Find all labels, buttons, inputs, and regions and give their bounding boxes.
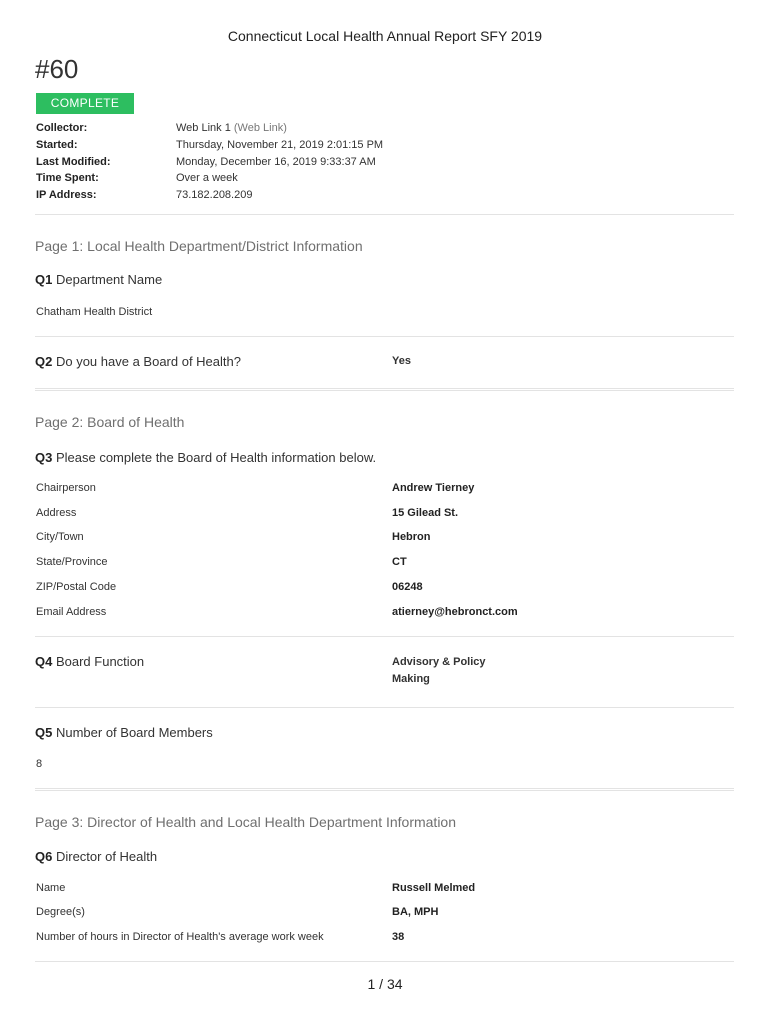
q2-question [35, 354, 241, 369]
q3-row-value: atierney@hebronct.com [392, 606, 518, 618]
document-title: Connecticut Local Health Annual Report SFY 2019 [227, 28, 543, 44]
q1-number: Q1 [35, 272, 53, 287]
q6-number: Q6 [35, 849, 53, 864]
ip-row [36, 187, 736, 204]
q3-row-label: State/Province [36, 556, 108, 568]
q3-row-label: Email Address [36, 606, 107, 618]
status-badge: COMPLETE [36, 93, 134, 114]
collector-label: Collector: [36, 122, 88, 134]
started-label: Started: [36, 138, 78, 151]
q3-number: Q3 [35, 450, 53, 465]
q3-row-label: Chairperson [36, 482, 96, 494]
q4-number: Q4 [35, 654, 53, 669]
q2-number: Q2 [35, 354, 53, 369]
response-metadata [36, 120, 736, 204]
q3-row-value: 15 Gilead St. [392, 507, 459, 519]
ip-value: 73.182.208.209 [176, 189, 253, 202]
q3-row-label: ZIP/Postal Code [36, 581, 117, 593]
divider [35, 707, 734, 708]
q6-row-label: Number of hours in Director of Health's average work week [36, 931, 324, 943]
q1-text: Department Name [55, 272, 163, 287]
q6-row-value: BA, MPH [392, 906, 439, 918]
collector-type: (Web Link) [233, 122, 287, 134]
q5-answer: 8 [36, 758, 43, 770]
q2-answer: Yes [392, 355, 411, 367]
ip-label: IP Address: [36, 189, 97, 202]
modified-value: Monday, December 16, 2019 9:33:37 AM [176, 155, 376, 168]
divider [35, 636, 734, 637]
q5-text: Number of Board Members [55, 725, 213, 740]
q3-row-value: CT [392, 556, 407, 568]
q3-row-label: Address [36, 507, 77, 519]
page-divider [35, 788, 734, 791]
q6-row-label: Degree(s) [36, 906, 85, 918]
q6-row-value: Russell Melmed [392, 882, 476, 894]
q1-question [35, 272, 162, 287]
modified-row [36, 154, 736, 171]
page2-heading: Page 2: Board of Health [35, 414, 185, 430]
collector-name: Web Link 1 [176, 122, 231, 134]
q3-question [35, 450, 376, 465]
page-divider [35, 388, 734, 391]
q4-question [35, 654, 144, 669]
q4-text: Board Function [55, 654, 145, 669]
q2-text: Do you have a Board of Health? [55, 354, 241, 369]
collector-value [176, 120, 287, 137]
q3-row-value: Hebron [392, 531, 431, 543]
q6-row-value: 38 [392, 931, 405, 943]
q4-answer [392, 654, 486, 688]
time-spent-label: Time Spent: [36, 172, 99, 185]
q6-text: Director of Health [55, 849, 158, 864]
time-spent-value: Over a week [176, 172, 238, 185]
q4-answer-line: Advisory & Policy [392, 656, 486, 668]
q3-row-label: City/Town [36, 531, 84, 543]
q5-question [35, 725, 213, 740]
page-indicator: 1 / 34 [367, 976, 403, 992]
modified-label: Last Modified: [36, 155, 111, 168]
q6-row-label: Name [36, 882, 66, 894]
divider [35, 214, 734, 215]
started-row [36, 137, 736, 154]
q1-answer: Chatham Health District [36, 306, 153, 318]
q3-row-value: 06248 [392, 581, 423, 593]
q5-number: Q5 [35, 725, 53, 740]
q6-question [35, 849, 157, 864]
page1-heading: Page 1: Local Health Department/District Information [35, 238, 363, 254]
started-value: Thursday, November 21, 2019 2:01:15 PM [176, 138, 384, 151]
time-spent-row [36, 170, 736, 187]
page3-heading: Page 3: Director of Health and Local Health Department Information [35, 814, 457, 830]
q3-text: Please complete the Board of Health information below. [55, 450, 377, 465]
response-id: #60 [35, 54, 79, 84]
divider [35, 961, 734, 962]
q4-answer-line: Making [392, 673, 430, 685]
collector-row [36, 120, 736, 137]
divider [35, 336, 734, 337]
q3-row-value: Andrew Tierney [392, 482, 475, 494]
